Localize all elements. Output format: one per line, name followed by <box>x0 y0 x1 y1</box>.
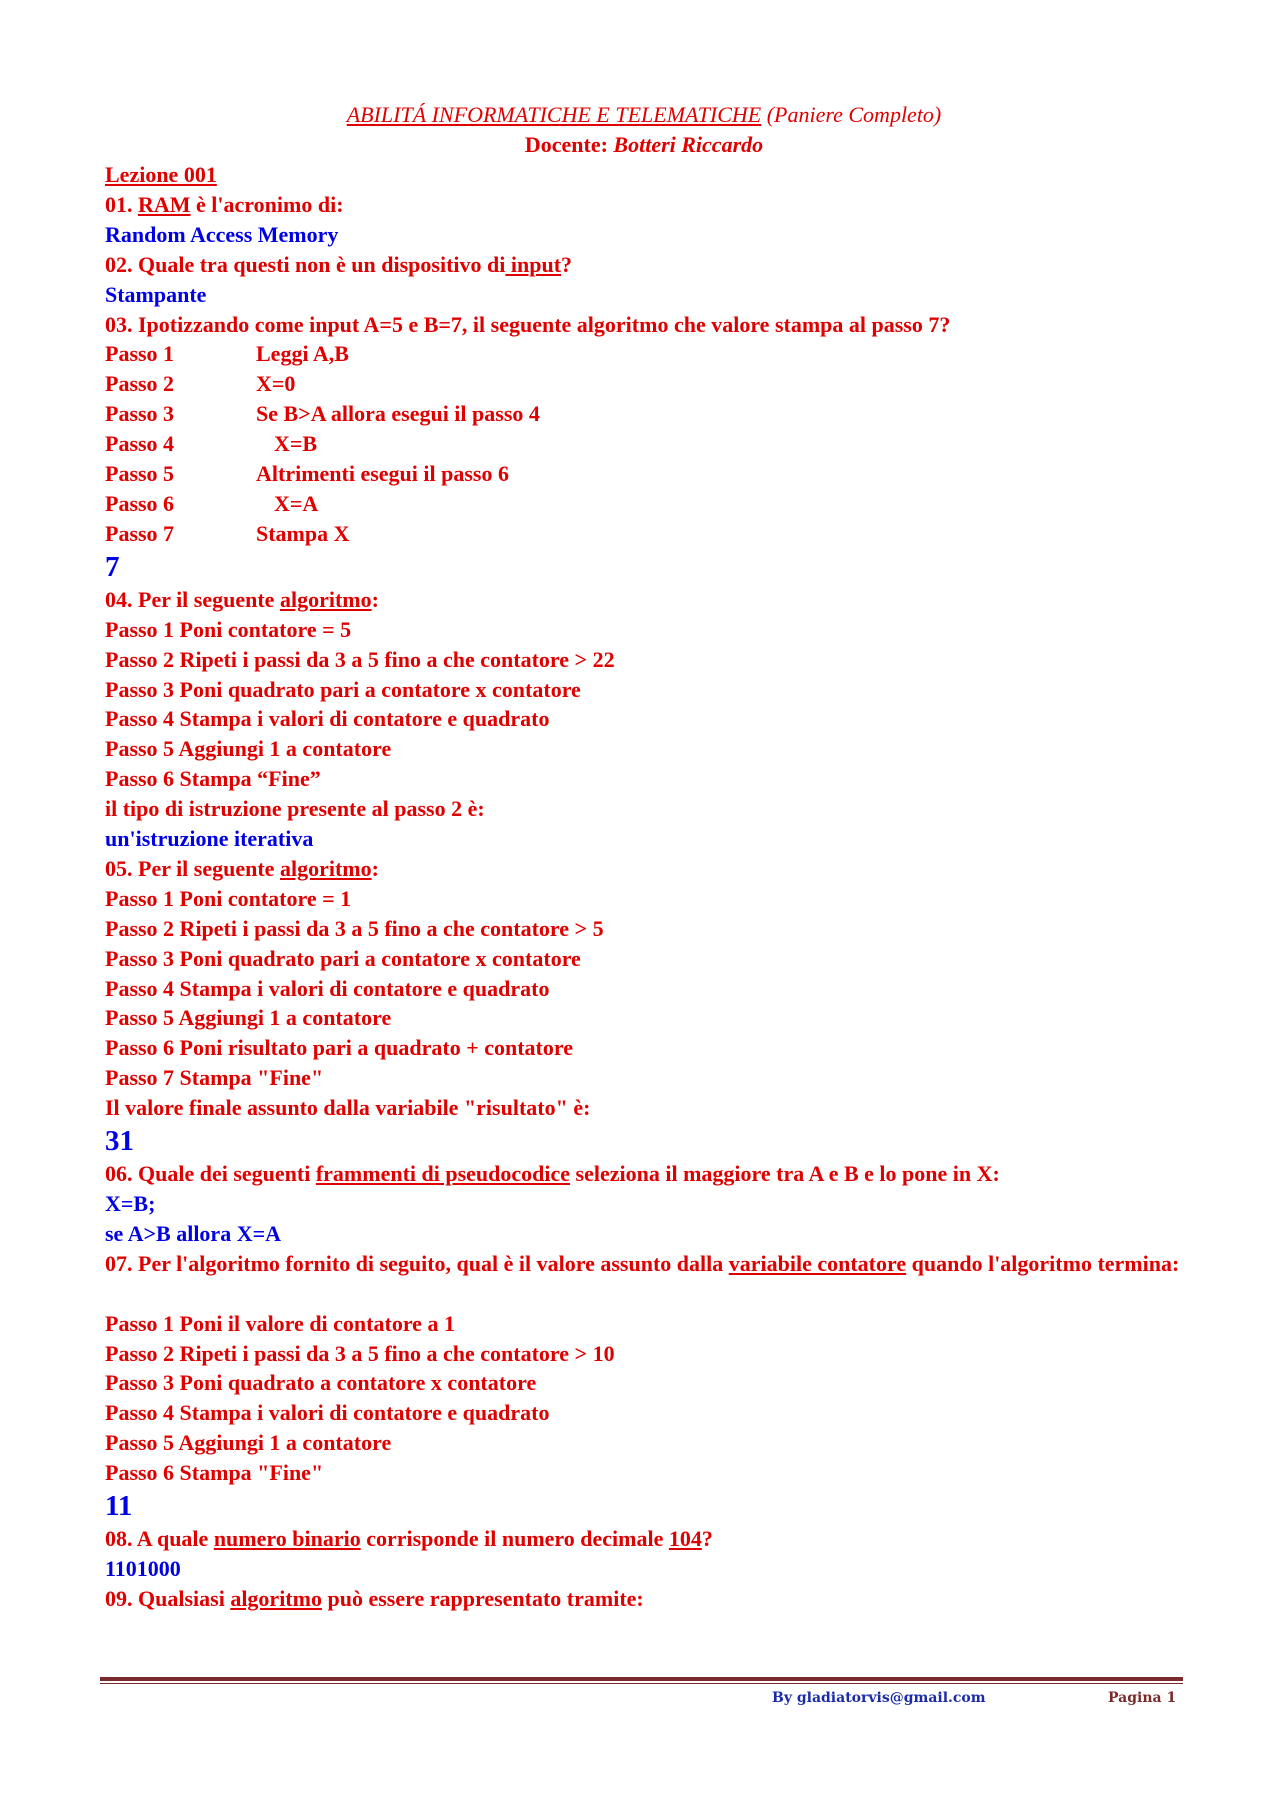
step-row: Passo 4 X=B <box>105 431 318 457</box>
algorithm-line: Passo 1 Poni contatore = 5 <box>105 616 352 642</box>
footer-rule-thin <box>100 1683 1183 1684</box>
answer-04: un'istruzione iterativa <box>105 826 314 852</box>
algorithm-line: Passo 6 Poni risultato pari a quadrato + contatore <box>105 1035 574 1061</box>
algorithm-line: Passo 2 Ripeti i passi da 3 a 5 fino a che contatore > 22 <box>105 646 615 672</box>
question-04: 04. Per il seguente algoritmo: <box>105 586 379 612</box>
answer-06-b: se A>B allora X=A <box>105 1220 282 1246</box>
algorithm-line: Passo 1 Poni il valore di contatore a 1 <box>105 1310 455 1336</box>
title-main: ABILITÁ INFORMATICHE E TELEMATICHE <box>346 102 762 127</box>
step-row: Passo 6 X=A <box>105 490 319 516</box>
algorithm-line: il tipo di istruzione presente al passo 2 è: <box>105 796 485 822</box>
algorithm-line: Passo 4 Stampa i valori di contatore e quadrato <box>105 1400 550 1426</box>
algorithm-line: Passo 5 Aggiungi 1 a contatore <box>105 1430 392 1456</box>
step-row: Passo 1 Leggi A,B <box>105 341 349 367</box>
docente-line <box>105 130 1183 160</box>
algorithm-line: Passo 4 Stampa i valori di contatore e quadrato <box>105 975 550 1001</box>
document-title <box>105 100 1183 130</box>
algorithm-line: Passo 2 Ripeti i passi da 3 a 5 fino a che contatore > 5 <box>105 915 604 941</box>
algorithm-line: Passo 3 Poni quadrato a contatore x contatore <box>105 1370 537 1396</box>
step-row: Passo 5 Altrimenti esegui il passo 6 <box>105 461 509 487</box>
algorithm-line: Passo 7 Stampa "Fine" <box>105 1065 324 1091</box>
docente-name: Botteri Riccardo <box>613 132 764 157</box>
answer-03: 7 <box>105 550 120 583</box>
answer-06-a: X=B; <box>105 1191 156 1216</box>
answer-01: Random Access Memory <box>105 221 339 247</box>
lesson-heading: Lezione 001 <box>105 162 217 187</box>
algorithm-line: Passo 2 Ripeti i passi da 3 a 5 fino a che contatore > 10 <box>105 1340 615 1366</box>
question-01: 01. RAM è l'acronimo di: <box>105 191 344 217</box>
answer-02: Stampante <box>105 281 207 307</box>
algorithm-line: Passo 4 Stampa i valori di contatore e quadrato <box>105 706 550 732</box>
algorithm-line: Passo 3 Poni quadrato pari a contatore x contatore <box>105 945 581 971</box>
step-row: Passo 2 X=0 <box>105 371 296 397</box>
algorithm-line: Passo 6 Stampa "Fine" <box>105 1460 324 1486</box>
algorithm-line: Passo 6 Stampa “Fine” <box>105 766 321 792</box>
question-09: 09. Qualsiasi algoritmo può essere rappresentato tramite: <box>105 1585 644 1611</box>
blank-line <box>105 1279 1183 1309</box>
page-number: Pagina 1 <box>1108 1690 1177 1706</box>
question-07: 07. Per l'algoritmo fornito di seguito, qual è il valore assunto dalla variabile contatore quando l'algoritmo termina: <box>105 1250 1180 1276</box>
answer-08: 1101000 <box>105 1555 181 1581</box>
title-suffix: (Paniere Completo) <box>761 102 942 127</box>
document-page <box>105 100 1183 1614</box>
question-02: 02. Quale tra questi non è un dispositivo di input? <box>105 251 573 277</box>
algorithm-line: Passo 5 Aggiungi 1 a contatore <box>105 1005 392 1031</box>
question-08: 08. A quale numero binario corrisponde il numero decimale 104? <box>105 1526 713 1552</box>
question-05: 05. Per il seguente algoritmo: <box>105 855 379 881</box>
question-03: 03. Ipotizzando come input A=5 e B=7, il seguente algoritmo che valore stampa al passo 7? <box>105 311 951 337</box>
algorithm-line: Passo 3 Poni quadrato pari a contatore x contatore <box>105 676 581 702</box>
algorithm-line: Passo 5 Aggiungi 1 a contatore <box>105 736 392 762</box>
question-06: 06. Quale dei seguenti frammenti di pseudocodice seleziona il maggiore tra A e B e lo pone in X: <box>105 1161 1000 1187</box>
answer-07: 11 <box>105 1490 133 1523</box>
answer-05: 31 <box>105 1125 134 1158</box>
footer-email: By gladiatorvis@gmail.com <box>772 1690 986 1706</box>
algorithm-line: Passo 1 Poni contatore = 1 <box>105 885 352 911</box>
algorithm-line: Il valore finale assunto dalla variabile "risultato" è: <box>105 1095 591 1121</box>
footer-rule-thick <box>100 1677 1183 1681</box>
docente-label: Docente: <box>524 132 614 157</box>
step-row: Passo 7 Stampa X <box>105 520 350 546</box>
step-row: Passo 3 Se B>A allora esegui il passo 4 <box>105 401 540 427</box>
